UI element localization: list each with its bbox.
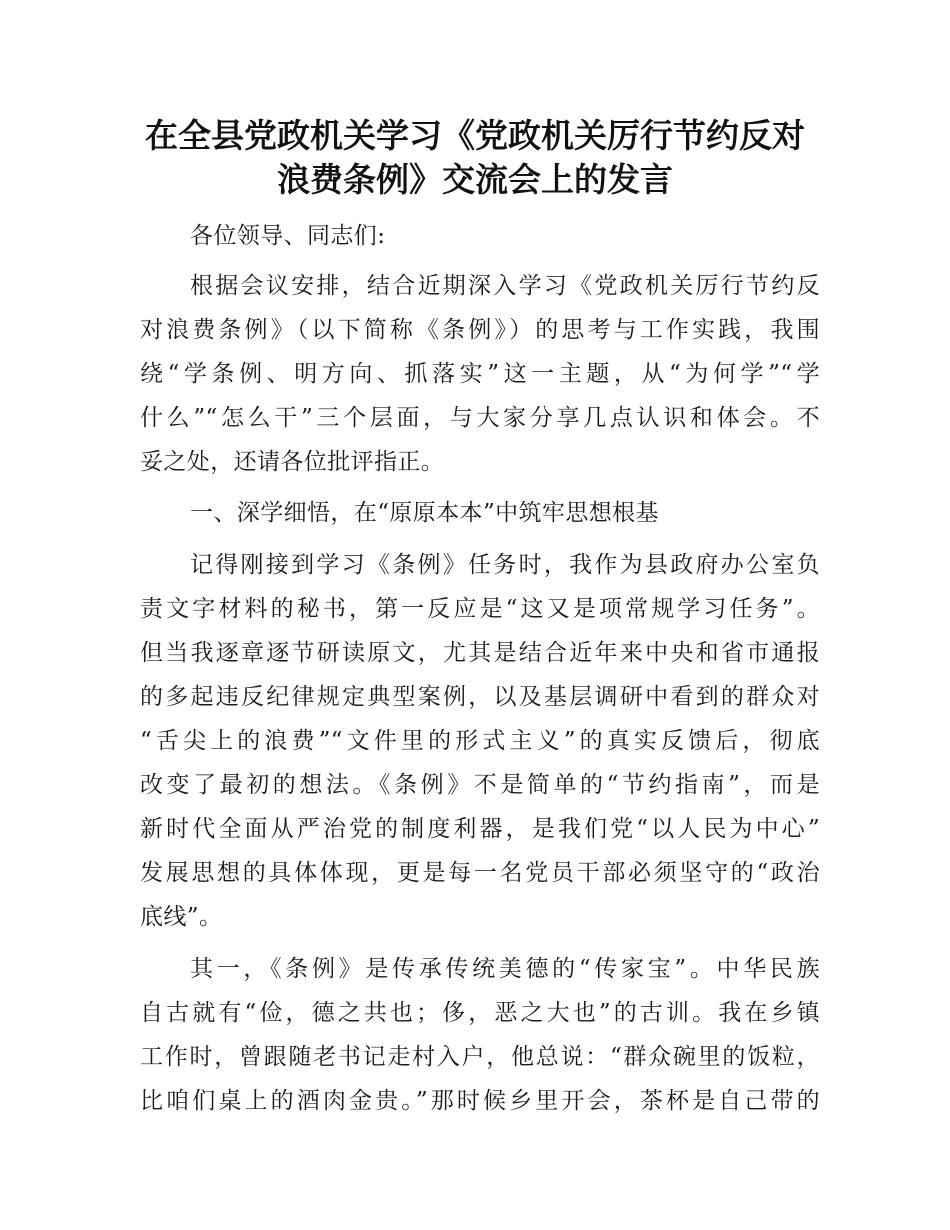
document-title-line-1: 在全县党政机关学习《党政机关厉行节约反对 [145, 116, 805, 155]
paragraph-line: 发展思想的具体体现，更是每一名党员干部必须坚守的“政治 [140, 860, 820, 886]
salutation: 各位领导、同志们: [190, 223, 386, 249]
paragraph-line: 绕“学条例、明方向、抓落实”这一主题，从“为何学”“学 [140, 361, 820, 387]
paragraph-line: 改变了最初的想法。《条例》不是简单的“节约指南”，而是 [140, 772, 820, 798]
paragraph-line: 的多起违反纪律规定典型案例，以及基层调研中看到的群众对 [140, 684, 820, 710]
paragraph-line: 根据会议安排，结合近期深入学习《党政机关厉行节约反 [190, 273, 820, 299]
paragraph-line: 底线”。 [140, 904, 223, 930]
document-title-line-2: 浪费条例》交流会上的发言 [277, 160, 673, 199]
paragraph-line: 比咱们桌上的酒肉金贵。”那时候乡里开会，茶杯是自己带的 [140, 1088, 820, 1114]
paragraph-line: 但当我逐章逐节研读原文，尤其是结合近年来中央和省市通报 [140, 640, 820, 666]
paragraph-line: 自古就有“俭，德之共也；侈，恶之大也”的古训。我在乡镇 [140, 1000, 820, 1026]
section-heading: 一、深学细悟，在“原原本本”中筑牢思想根基 [190, 500, 659, 526]
paragraph-line: 什么”“怎么干”三个层面，与大家分享几点认识和体会。不 [140, 405, 820, 431]
paragraph-line: 对浪费条例》（以下简称《条例》）的思考与工作实践，我围 [140, 317, 820, 343]
paragraph-line: 新时代全面从严治党的制度利器，是我们党“以人民为中心” [140, 816, 820, 842]
paragraph-line: 工作时，曾跟随老书记走村入户，他总说：“群众碗里的饭粒， [140, 1044, 820, 1070]
paragraph-line: 其一，《条例》是传承传统美德的“传家宝”。中华民族 [190, 956, 820, 982]
paragraph-line: 记得刚接到学习《条例》任务时，我作为县政府办公室负 [190, 552, 820, 578]
paragraph-line: 妥之处，还请各位批评指正。 [140, 449, 445, 475]
paragraph-line: 责文字材料的秘书，第一反应是“这又是项常规学习任务”。 [140, 596, 820, 622]
paragraph-line: “舌尖上的浪费”“文件里的形式主义”的真实反馈后，彻底 [140, 728, 820, 754]
